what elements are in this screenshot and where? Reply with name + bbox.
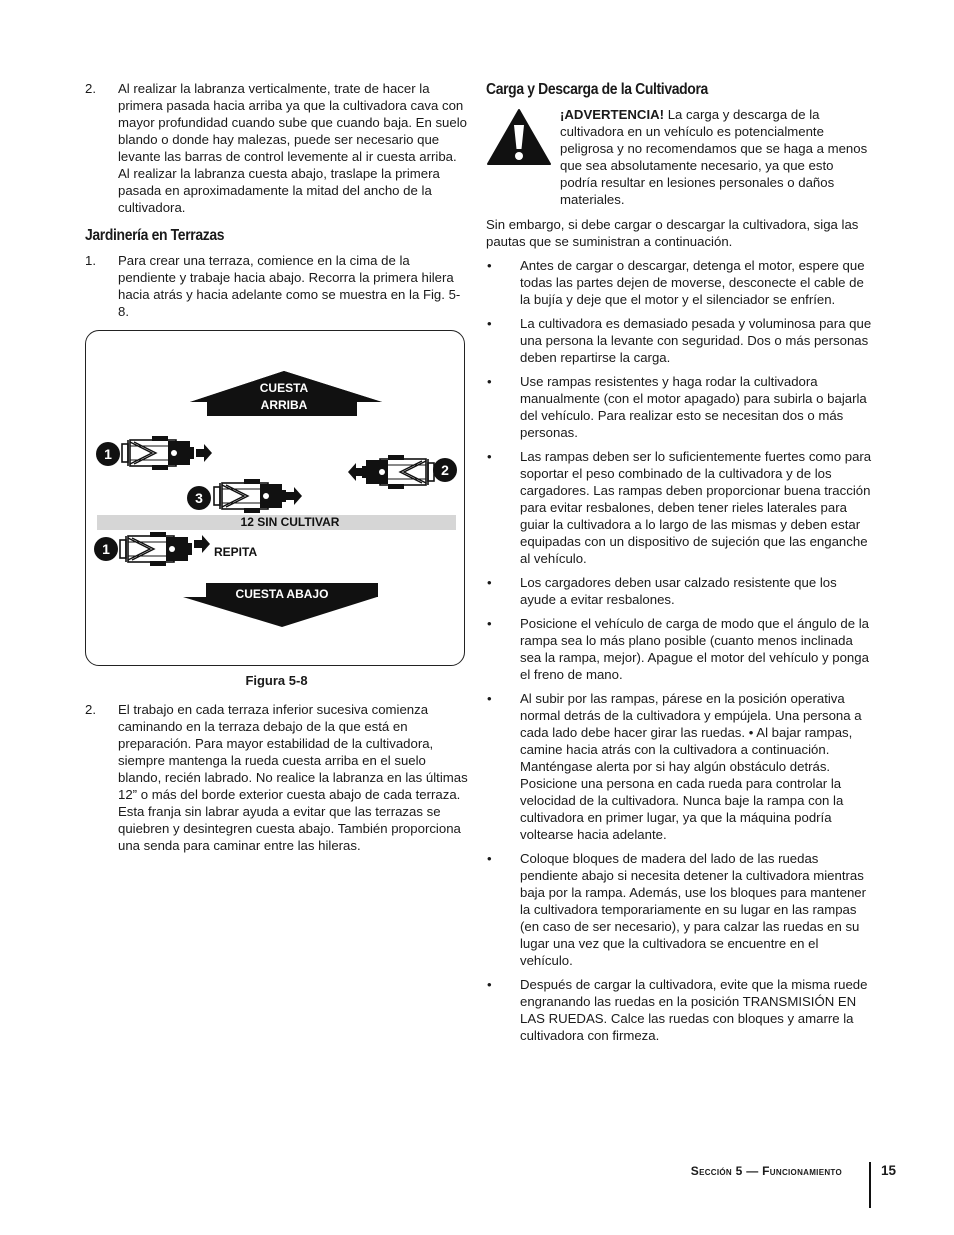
uphill-label-line1: CUESTA: [259, 381, 309, 395]
arrow-right-icon: [194, 535, 210, 553]
bullet-text: Después de cargar la cultivadora, evite que la misma ruede engranando las ruedas en la posición TRANSMISIÓN EN LAS RUEDAS. Calce las ruedas con bloques y amarre la cultivadora con firmeza.: [520, 977, 868, 1043]
list-item-text: El trabajo en cada terraza inferior sucesiva comienza caminando en la terraza debajo de la que está en preparación. Para mayor estabilidad de la cultivadora, siempre mantenga la rueda cuesta arriba en el suelo blando, recién labrado. No realice la labranza en las últimas 12” o más del borde exterior cuesta abajo de cada terraza. Esta franja sin labrar ayuda a evitar que las terrazas se quiebren y desintegren cuesta abajo. También proporciona una senda para caminar entre las hileras.: [118, 702, 468, 853]
bullet-icon: •: [487, 316, 492, 331]
bullet-text: Use rampas resistentes y haga rodar la cultivadora manualmente (con el motor apagado) para subirla o bajarla del vehículo. Para realizar esto se necesitan dos o más personas.: [520, 374, 867, 440]
pass-2-number: 2: [441, 462, 449, 478]
bullet-icon: •: [487, 691, 492, 706]
uphill-label-line2: ARRIBA: [260, 398, 308, 412]
footer-divider: [869, 1162, 871, 1208]
tiller-icon: [362, 455, 434, 489]
warning-triangle-icon: [486, 108, 552, 166]
bullet-icon: •: [487, 374, 492, 389]
loading-heading: Carga y Descarga de la Cultivadora: [486, 81, 708, 98]
bullet-text: Los cargadores deben usar calzado resistente que los ayude a evitar resbalones.: [520, 575, 837, 607]
list-item-text: Al realizar la labranza verticalmente, trate de hacer la primera pasada hacia arriba ya que la cultivadora cava con mayor profundidad cuando sube que cuando baja. En suelo blando o donde hay malezas, puede ser necesario que levante las barras de control levemente al ir cuesta arriba. Al realizar la labranza cuesta abajo, traslape la primera pasada en aproximadamente la mitad del ancho de la cultivadora.: [118, 81, 467, 215]
repeat-pass-number: 1: [102, 541, 110, 557]
arrow-left-icon: [348, 463, 364, 481]
arrow-right-icon: [196, 444, 212, 462]
list-item: [486, 615, 872, 683]
tiller-icon: [122, 436, 194, 470]
bullet-icon: •: [487, 851, 492, 866]
list-item: [486, 448, 872, 567]
warning-block: [486, 106, 872, 208]
list-item: [486, 690, 872, 843]
pass-3-number: 3: [195, 490, 203, 506]
bullet-text: La cultivadora es demasiado pesada y voluminosa para que una persona la levante con seguridad. Dos o más personas deben repartirse la carga.: [520, 316, 872, 365]
downhill-label: CUESTA ABAJO: [235, 587, 329, 601]
right-column: [486, 80, 872, 1051]
tiller-icon: [214, 479, 286, 513]
bullet-icon: •: [487, 258, 492, 273]
tiller-icon: [120, 532, 192, 566]
bullet-text: Al subir por las rampas, párese en la posición operativa normal detrás de la cultivadora y empújela. Una persona a cada lado debe hacer girar las ruedas. • Al bajar rampas, camine hacia atrás con la cultivadora a continuación. Manténgase alerta por si hay algún obstáculo detrás. Posicione una persona en cada rueda para controlar la velocidad de la cultivadora. Nunca baje la rampa con la cultivadora en primer lugar, ya que la máquina podría voltearse hacia adelante.: [520, 691, 862, 842]
bullet-text: Posicione el vehículo de carga de modo que el ángulo de la rampa sea lo más plano posible (cuanto menos inclinada sea la rampa, mejor). Apague el motor del vehículo y ponga el freno de mano.: [520, 616, 869, 682]
intro-list-item: [85, 80, 468, 216]
list-item: [486, 574, 872, 608]
warning-text: La carga y descarga de la cultivadora en un vehículo es potencialmente peligrosa y no recomendamos que se haga a menos que sea absolutamente necesario, ya que esto podría resultar en lesiones personales o daños materiales.: [560, 107, 868, 207]
bullet-text: Coloque bloques de madera del lado de las ruedas pendiente abajo si necesita detener la cultivadora mientras baja por la rampa. Además, use los bloques para mantener la cultivadora temporariamente en su lugar en las rampas (en caso de ser necesario), y para calzar las ruedas en su lugar una vez que la cultivadora se encuentre en el vehículo.: [520, 851, 867, 968]
bullet-icon: •: [487, 616, 492, 631]
figure-caption: Figura 5-8: [245, 673, 308, 688]
pass-1-number: 1: [104, 446, 112, 462]
footer-section-title: Sección 5 — Funcionamiento: [690, 1164, 842, 1178]
bullet-icon: •: [487, 575, 492, 590]
page-number: 15: [881, 1163, 897, 1178]
arrow-right-icon: [286, 487, 302, 505]
terrace-heading: Jardinería en Terrazas: [85, 227, 225, 244]
terrace-list-item-2: [85, 701, 468, 854]
figure-5-8-box: [85, 330, 465, 666]
list-number: 1.: [85, 253, 96, 268]
terrace-diagram: [86, 331, 466, 667]
list-item-text: Para crear una terraza, comience en la cima de la pendiente y trabaje hacia abajo. Recorra la primera hilera hacia atrás y hacia adelante como se muestra en la Fig. 5-8.: [118, 253, 461, 319]
intro-paragraph: Sin embargo, si debe cargar o descargar la cultivadora, siga las pautas que se suministran a continuación.: [486, 217, 859, 249]
bullet-icon: •: [487, 977, 492, 992]
list-item: [486, 850, 872, 969]
repeat-label: REPITA: [214, 545, 258, 559]
list-number: 2.: [85, 702, 96, 717]
list-item: [486, 976, 872, 1044]
list-item: [486, 257, 872, 308]
list-item: [486, 315, 872, 366]
left-column: [85, 80, 468, 864]
list-item: [486, 373, 872, 441]
warning-label: ¡ADVERTENCIA!: [560, 107, 665, 122]
list-number: 2.: [85, 81, 96, 96]
bullet-text: Las rampas deben ser lo suficientemente fuertes como para soportar el peso combinado de la cultivadora y de los cargadores. Las rampas deben proporcionar buena tracción para evitar resbalones, deben tener rieles laterales para guiar la cultivadora a lo largo de las mismas y deben estar equipadas con un dispositivo de sujeción que las enganche al vehículo.: [520, 449, 872, 566]
terrace-list-item-1: [85, 252, 468, 320]
bullet-text: Antes de cargar o descargar, detenga el motor, espere que todas las partes dejen de moverse, desconecte el cable de la bujía y deje que el motor y el silenciador se enfríen.: [520, 258, 865, 307]
bullet-icon: •: [487, 449, 492, 464]
uncultivated-label: 12 SIN CULTIVAR: [240, 515, 340, 529]
